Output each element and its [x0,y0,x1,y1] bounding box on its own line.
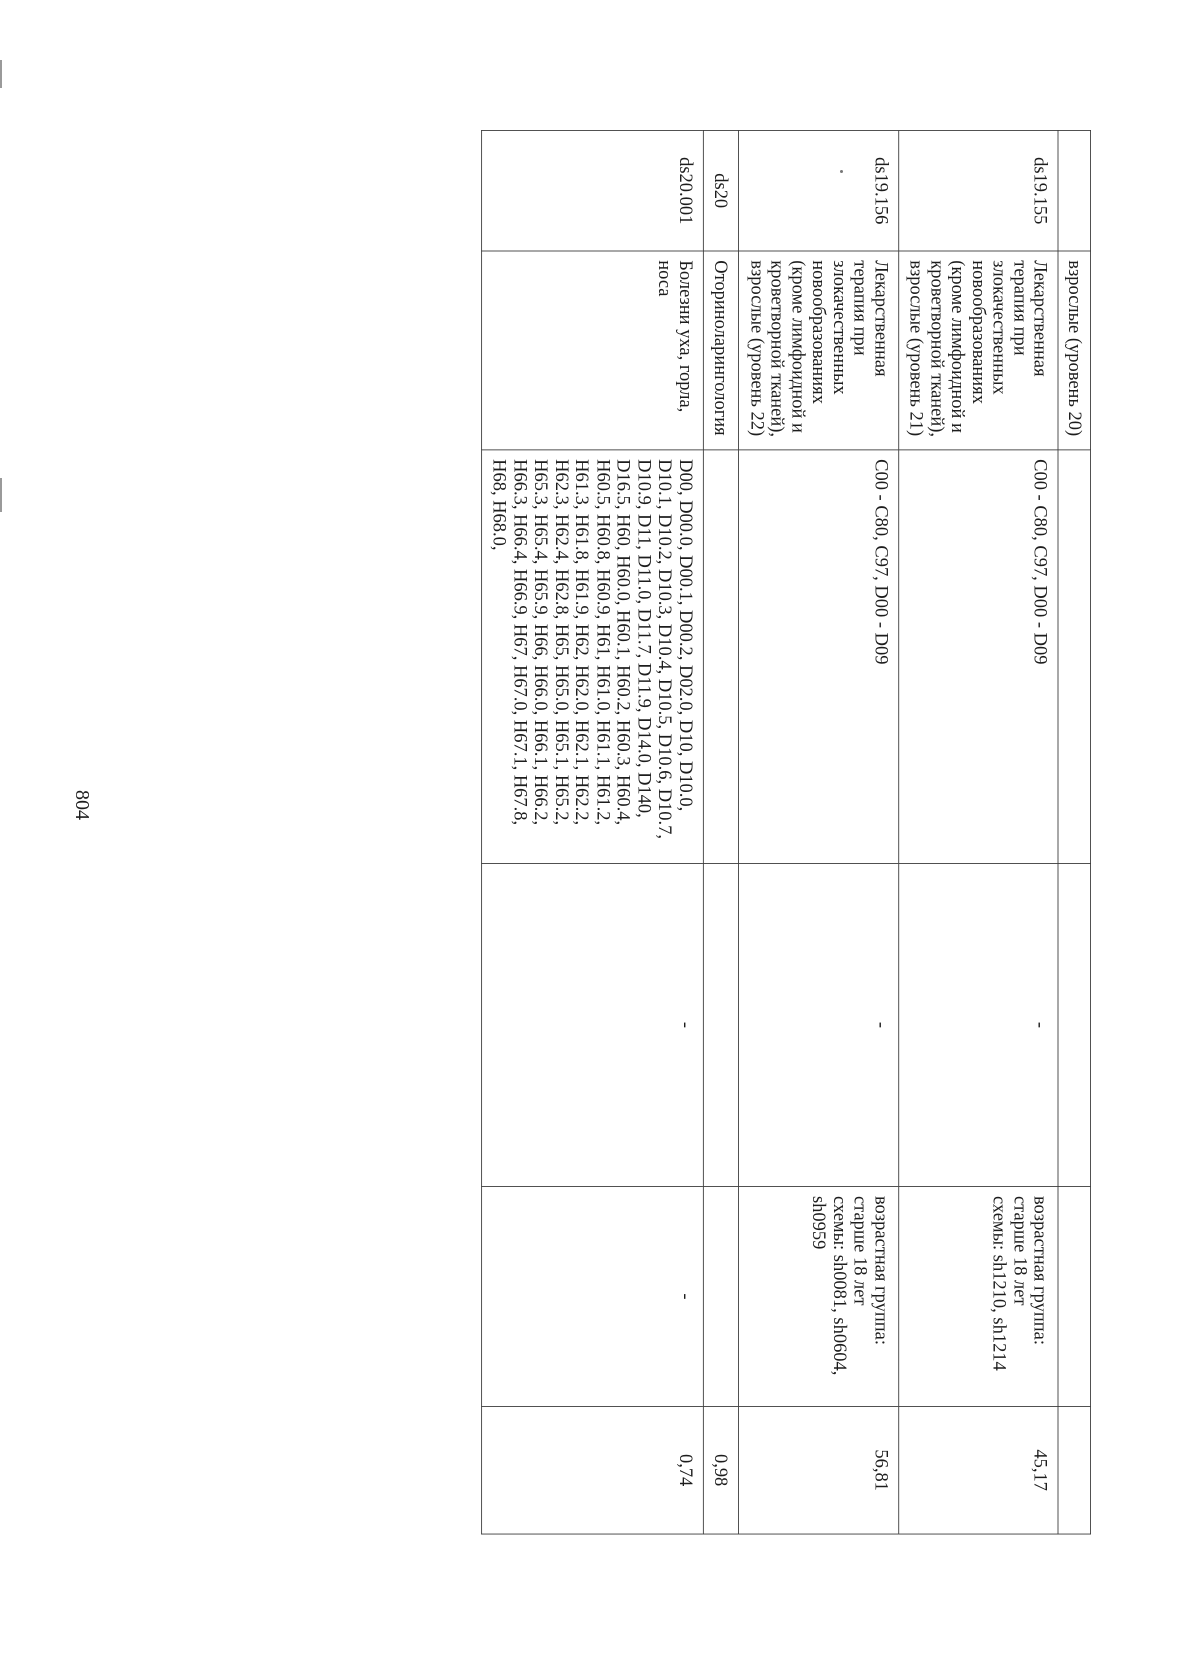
cell-column4 [1058,863,1090,1187]
cell-coefficient [1058,1406,1090,1534]
cell-code: ds20.001 [481,130,703,251]
table-section-row [703,130,739,1534]
cell-column4: - [481,863,703,1187]
cell-section-coefficient: 0,98 [703,1406,739,1534]
scan-edge-mark-top [0,60,2,88]
cell-name: Лекарственная терапия при злокачественных новообразованиях (кроме лимфоидной и кроветворной тканей), взрослые (уровень 22) [739,251,899,450]
cell-section-code: ds20 [703,130,739,251]
cell-column4: - [739,863,899,1187]
cell-empty [703,1187,739,1407]
cell-code: ds19.156 [739,130,899,251]
cell-name: Лекарственная терапия при злокачественных новообразованиях (кроме лимфоидной и кроветворной тканей), взрослые (уровень 21) [899,251,1059,450]
cell-section-name: Оториноларингология [703,251,739,450]
cell-name: взрослые (уровень 20) [1058,251,1090,450]
cell-extra-criteria: - [481,1187,703,1407]
cell-coefficient: 45,17 [899,1406,1059,1534]
cell-extra-criteria: возрастная группа: старше 18 лет схемы: sh0081, sh0604, sh0959 [739,1187,899,1407]
cell-coefficient: 56,81 [739,1406,899,1534]
tariff-table [481,130,1091,1534]
rotated-table-wrapper [0,130,1091,1491]
cell-code [1058,130,1090,251]
cell-diagnoses: C00 - C80, C97, D00 - D09 [899,450,1059,863]
table-row [899,130,1059,1534]
cell-name: Болезни уха, горла, носа [481,251,703,450]
cell-diagnoses: D00, D00.0, D00.1, D00.2, D02.0, D10, D10.0, D10.1, D10.2, D10.3, D10.4, D10.5, D10.6, D10.7, D10.9, D11, D11.0, D11.7, D11.9, D14.0, D140, D16.5, H60, H60.0, H60.1, H60.2, H60.3, H60.4, H60.5, H60.8, H60.9, H61, H61.0, H61.1, H61.2, H61.3, H61.8, H61.9, H62, H62.0, H62.1, H62.2, H62.3, H62.4, H62.8, H65, H65.0, H65.1, H65.2, H65.3, H65.4, H65.9, H66, H66.0, H66.1, H66.2, H66.3, H66.4, H66.9, H67, H67.0, H67.1, H67.8, H68, H68.0, [481,450,703,863]
table-row [481,130,703,1534]
table-row-continuation [1058,130,1090,1534]
cell-empty [703,863,739,1187]
cell-column4: - [899,863,1059,1187]
cell-extra-criteria: возрастная группа: старше 18 лет схемы: sh1210, sh1214 [899,1187,1059,1407]
cell-code: ds19.155 [899,130,1059,251]
cell-coefficient: 0,74 [481,1406,703,1534]
table-row [739,130,899,1534]
cell-diagnoses: C00 - C80, C97, D00 - D09 [739,450,899,863]
cell-extra-criteria [1058,1187,1090,1407]
cell-diagnoses [1058,450,1090,863]
page-number: 804 [71,790,93,820]
cell-empty [703,450,739,863]
